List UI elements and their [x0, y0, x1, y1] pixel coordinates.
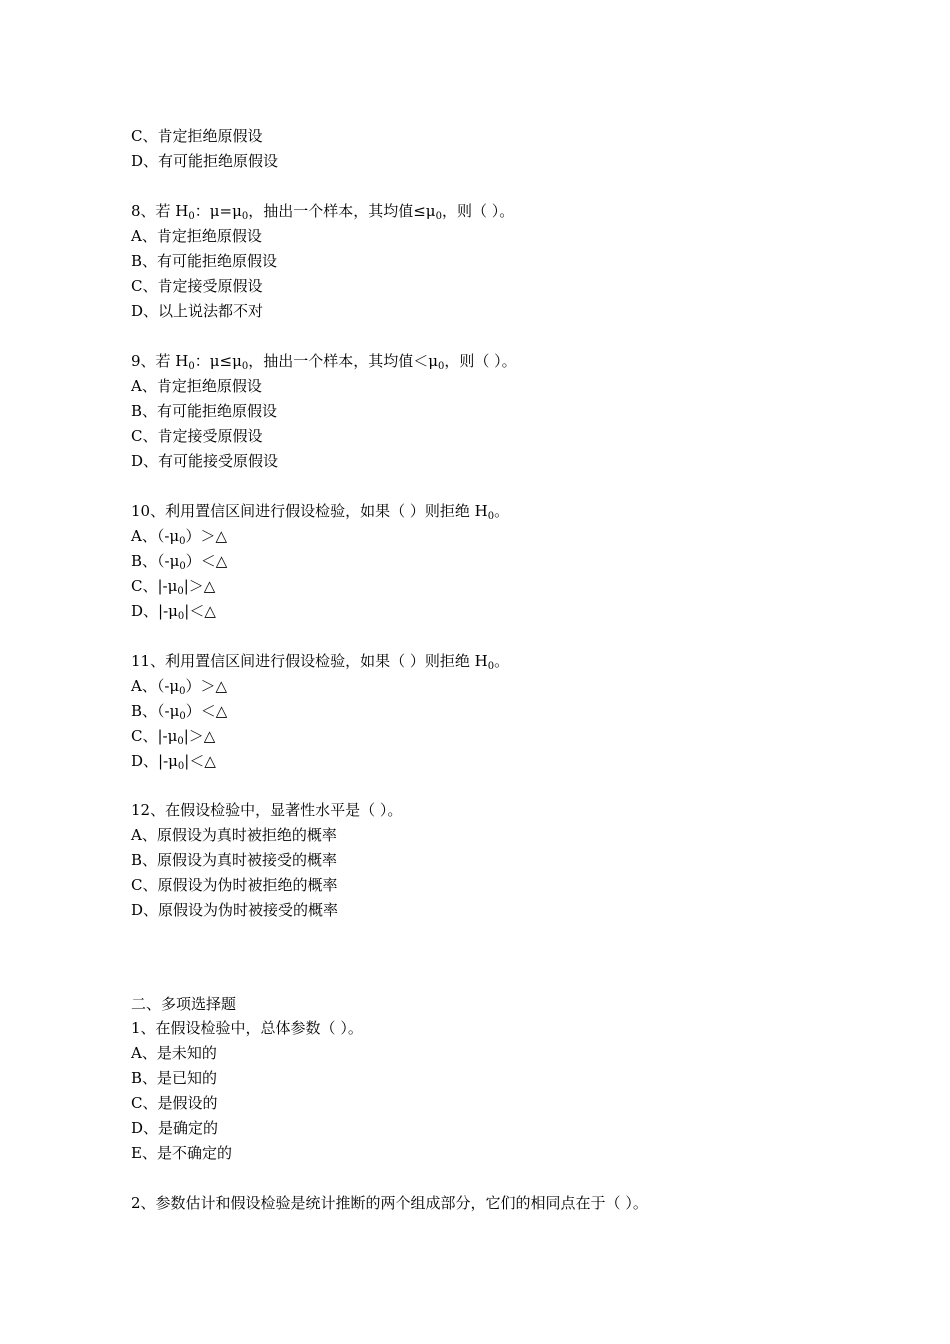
option-b: B、是已知的 [131, 1069, 218, 1087]
option-text: B、（-μ [131, 702, 180, 720]
question-9-stem [131, 351, 517, 371]
question-11-stem [131, 651, 509, 671]
subscript: 0 [177, 586, 184, 597]
stem-text: ：μ≤μ [194, 352, 242, 370]
option-c: C、是假设的 [131, 1094, 218, 1112]
stem-text: 10、利用置信区间进行假设检验，如果（ ）则拒绝 H [131, 502, 488, 520]
subscript: 0 [177, 736, 184, 747]
option-d: D、有可能拒绝原假设 [131, 152, 279, 170]
stem-text: 11、利用置信区间进行假设检验，如果（ ）则拒绝 H [131, 652, 488, 670]
option-text: D、|-μ [131, 752, 178, 770]
question-1-stem: 1、在假设检验中，总体参数（ ）。 [131, 1019, 363, 1037]
option-c: C、肯定拒绝原假设 [131, 127, 263, 145]
subscript: 0 [487, 511, 495, 522]
stem-text: ，抽出一个样本，其均值＜μ [248, 352, 438, 370]
stem-text: ，则（ ）。 [441, 202, 515, 220]
subscript: 0 [435, 211, 442, 222]
subscript: 0 [188, 361, 195, 372]
option-d: D、是确定的 [131, 1119, 219, 1137]
option-text: ）＜△ [185, 552, 228, 570]
option-text: A、（-μ [131, 527, 180, 545]
option-c: C、原假设为伪时被拒绝的概率 [131, 876, 338, 894]
subscript: 0 [241, 361, 249, 372]
stem-text: 。 [494, 652, 510, 670]
option-b [131, 551, 227, 571]
option-text: C、|-μ [131, 577, 178, 595]
option-b: B、有可能拒绝原假设 [131, 252, 278, 270]
stem-text: 9、若 H [131, 352, 189, 370]
option-d [131, 751, 216, 771]
stem-text: ，抽出一个样本，其均值≤μ [248, 202, 436, 220]
option-c [131, 726, 215, 746]
option-text: A、（-μ [131, 677, 180, 695]
option-c: C、肯定接受原假设 [131, 277, 263, 295]
subscript: 0 [179, 711, 186, 722]
subscript: 0 [177, 611, 185, 622]
option-a: A、原假设为真时被拒绝的概率 [131, 826, 337, 844]
stem-text: ，则（ ）。 [444, 352, 517, 370]
subscript: 0 [188, 211, 195, 222]
option-d [131, 601, 216, 621]
option-text: D、|-μ [131, 602, 178, 620]
stem-text: 8、若 H [131, 202, 189, 220]
option-text: |＞△ [183, 577, 216, 595]
stem-text: 。 [494, 502, 510, 520]
option-b: B、有可能拒绝原假设 [131, 402, 278, 420]
stem-text: ：μ=μ [194, 202, 242, 220]
subscript: 0 [179, 536, 186, 547]
option-a: A、肯定拒绝原假设 [131, 227, 262, 245]
option-text: |＜△ [184, 602, 216, 620]
question-2-stem: 2、参数估计和假设检验是统计推断的两个组成部分，它们的相同点在于（ ）。 [131, 1194, 648, 1212]
subscript: 0 [437, 361, 445, 372]
subscript: 0 [179, 686, 186, 697]
option-e: E、是不确定的 [131, 1144, 232, 1162]
option-a: A、肯定拒绝原假设 [131, 377, 262, 395]
option-text: ）＞△ [185, 677, 228, 695]
option-text: |＞△ [183, 727, 216, 745]
subscript: 0 [179, 561, 186, 572]
option-text: ）＞△ [185, 527, 228, 545]
option-d: D、有可能接受原假设 [131, 452, 279, 470]
option-a [131, 676, 227, 696]
option-text: B、（-μ [131, 552, 180, 570]
option-b [131, 701, 227, 721]
option-c [131, 576, 215, 596]
question-10-stem [131, 501, 509, 521]
option-a [131, 526, 227, 546]
option-text: C、|-μ [131, 727, 178, 745]
option-text: ）＜△ [185, 702, 228, 720]
option-b: B、原假设为真时被接受的概率 [131, 851, 338, 869]
section-heading: 二、多项选择题 [131, 995, 237, 1013]
question-8-stem [131, 201, 514, 221]
option-a: A、是未知的 [131, 1044, 217, 1062]
option-c: C、肯定接受原假设 [131, 427, 263, 445]
subscript: 0 [241, 211, 249, 222]
option-d: D、原假设为伪时被接受的概率 [131, 901, 339, 919]
subscript: 0 [177, 761, 185, 772]
option-text: |＜△ [184, 752, 216, 770]
subscript: 0 [487, 661, 495, 672]
question-12-stem: 12、在假设检验中，显著性水平是（ ）。 [131, 801, 403, 819]
option-d: D、以上说法都不对 [131, 302, 264, 320]
